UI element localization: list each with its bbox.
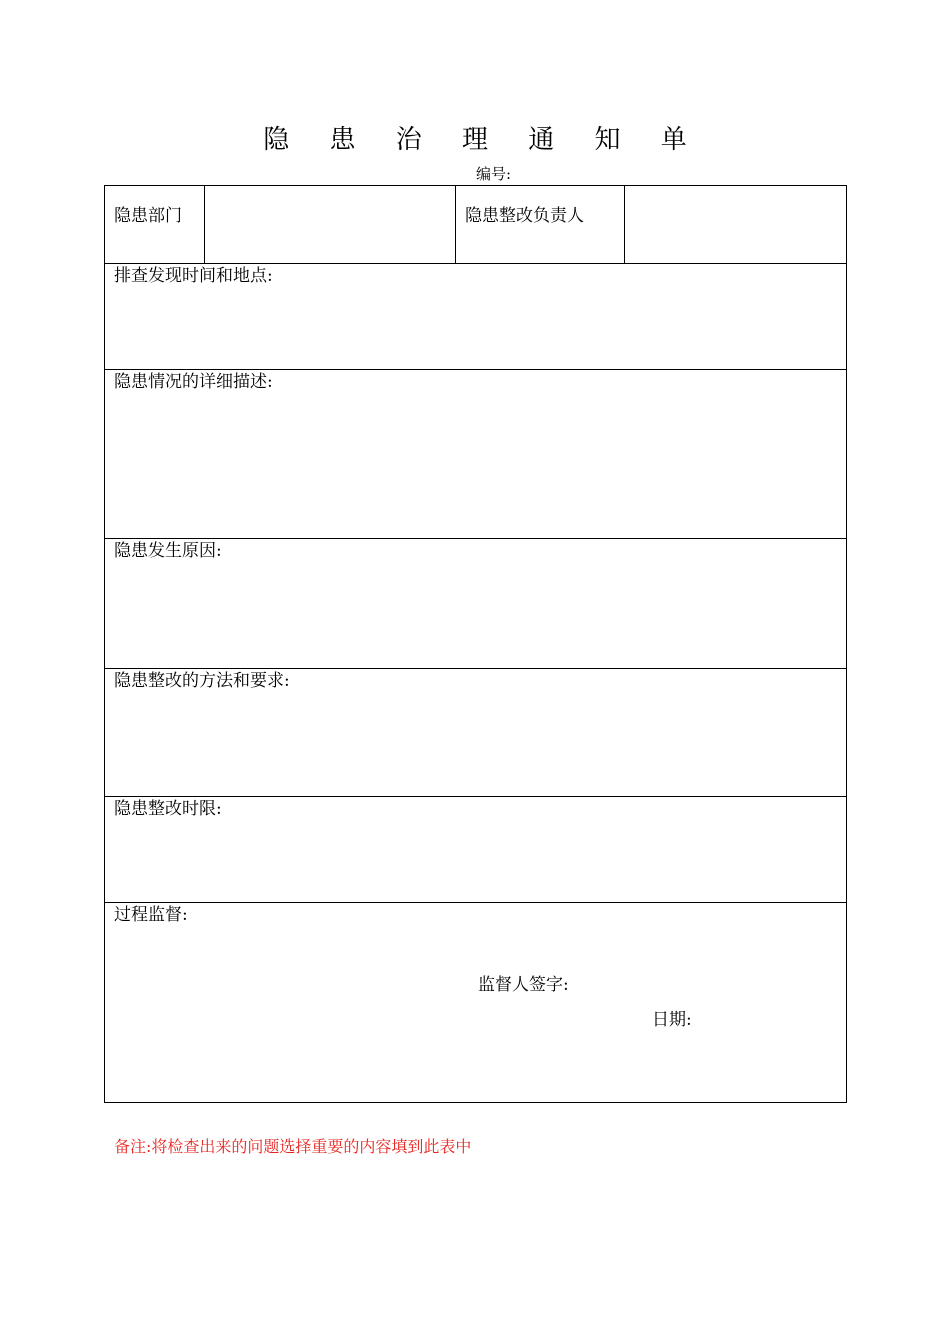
rectification-deadline-label: 隐患整改时限: [114, 799, 222, 819]
department-value [205, 186, 455, 205]
department-label: 隐患部门 [114, 206, 182, 226]
discovery-section[interactable] [105, 264, 847, 370]
description-section[interactable] [105, 370, 847, 539]
responsible-person-field[interactable] [625, 186, 847, 264]
form-title: 隐 患 治 理 通 知 单 [263, 125, 703, 155]
hazard-notice-form [104, 185, 847, 1103]
responsible-person-value [625, 186, 846, 205]
deadline-section[interactable] [105, 797, 847, 903]
cause-section[interactable] [105, 539, 847, 669]
supervisor-signature-label: 监督人签字: [478, 975, 569, 995]
department-label-cell [105, 186, 205, 264]
supervision-section[interactable] [105, 903, 847, 1103]
process-supervision-label: 过程监督: [114, 905, 188, 925]
date-label: 日期: [652, 1010, 692, 1030]
hazard-description-label: 隐患情况的详细描述: [114, 372, 273, 392]
discovery-time-place-label: 排查发现时间和地点: [114, 266, 273, 286]
rectification-method-label: 隐患整改的方法和要求: [114, 671, 290, 691]
serial-number-label: 编号: [476, 165, 512, 183]
department-field[interactable] [205, 186, 456, 264]
responsible-label-cell [456, 186, 625, 264]
responsible-person-label: 隐患整改负责人 [465, 206, 584, 226]
hazard-cause-label: 隐患发生原因: [114, 541, 222, 561]
footer-note: 备注:将检查出来的问题选择重要的内容填到此表中 [114, 1137, 472, 1156]
method-section[interactable] [105, 669, 847, 797]
